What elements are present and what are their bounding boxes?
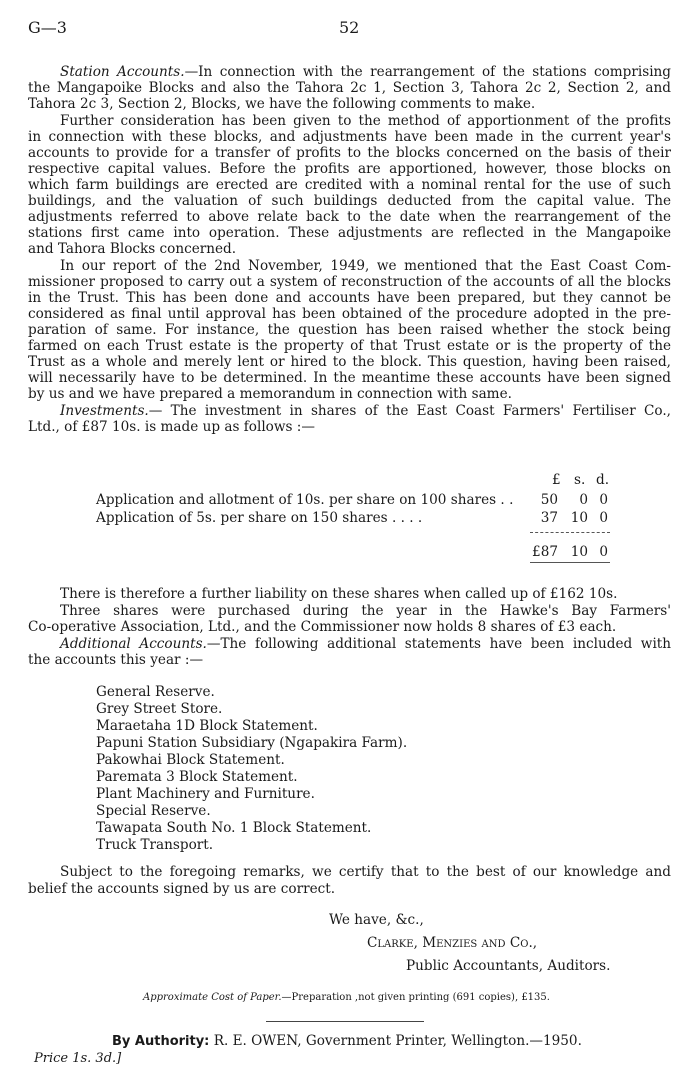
row-2-pounds: 37 xyxy=(540,510,558,526)
further-line-1: Further consideration has been given to the method of apportionment of the profits xyxy=(60,113,671,129)
list-item: Paremata 3 Block Statement. xyxy=(96,769,298,785)
list-item: Maraetaha 1D Block Statement. xyxy=(96,718,318,734)
further-line-2: in connection with these blocks, and adjustments have been made in the current year's xyxy=(28,129,671,145)
report-line-4: considered as final until approval has been obtained of the procedure adopted in the pre- xyxy=(28,306,671,322)
authority-line xyxy=(112,1033,582,1049)
cost-note xyxy=(143,992,550,1003)
three-shares-line-1: Three shares were purchased during the year in the Hawke's Bay Farmers' xyxy=(60,603,671,619)
investments-line-1 xyxy=(60,403,671,419)
list-item: General Reserve. xyxy=(96,684,215,700)
report-line-5: paration of same. For instance, the question has been raised whether the stock being xyxy=(28,322,671,338)
list-item: Special Reserve. xyxy=(96,803,211,819)
further-line-6: buildings, and the valuation of such buildings deducted from the capital value. The xyxy=(28,193,671,209)
station-accounts-heading: Station Accounts. xyxy=(60,64,185,80)
investments-line-2: Ltd., of £87 10s. is made up as follows :— xyxy=(28,419,315,435)
total-pounds: £87 xyxy=(532,544,558,560)
col-header-pounds: £ xyxy=(552,472,561,488)
list-item: Tawapata South No. 1 Block Statement. xyxy=(96,820,372,836)
further-line-7: adjustments referred to above relate back to the date when the rearrangement of the xyxy=(28,209,671,225)
price-note: Price 1s. 3d.] xyxy=(34,1051,122,1066)
subject-line-2: belief the accounts signed by us are correct. xyxy=(28,881,336,897)
page-number: 52 xyxy=(339,18,360,37)
col-header-pence: d. xyxy=(596,472,610,488)
investments-heading: Investments. xyxy=(60,403,149,419)
list-item: Truck Transport. xyxy=(96,837,214,853)
page-code: G—3 xyxy=(28,18,67,37)
report-line-1: In our report of the 2nd November, 1949, we mentioned that the East Coast Com- xyxy=(60,258,671,274)
total-rule-bottom xyxy=(530,562,610,563)
cost-label: Approximate Cost of Paper. xyxy=(143,992,282,1003)
list-item: Plant Machinery and Furniture. xyxy=(96,786,315,802)
report-line-3: in the Trust. This has been done and accounts have been prepared, but they cannot be xyxy=(28,290,671,306)
further-line-9: and Tahora Blocks concerned. xyxy=(28,241,237,257)
station-accounts-line-1 xyxy=(60,64,671,80)
row-2-pence: 0 xyxy=(599,510,608,526)
row-2-shillings: 10 xyxy=(570,510,588,526)
authority-text: R. E. OWEN, Government Printer, Wellington.—1950. xyxy=(213,1033,582,1049)
report-line-6: farmed on each Trust estate is the property of that Trust estate or is the property of the xyxy=(28,338,671,354)
three-shares-line-2: Co-operative Association, Ltd., and the Commissioner now holds 8 shares of £3 each. xyxy=(28,619,617,635)
signature-title: Public Accountants, Auditors. xyxy=(406,958,611,974)
report-line-2: missioner proposed to carry out a system of reconstruction of the accounts of all the blocks xyxy=(28,274,671,290)
subject-line-1: Subject to the foregoing remarks, we certify that to the best of our knowledge and xyxy=(60,864,671,880)
station-accounts-line-2: the Mangapoike Blocks and also the Tahora 2c 1, Section 3, Tahora 2c 2, Section 2, and xyxy=(28,80,671,96)
station-accounts-line-3: Tahora 2c 3, Section 2, Blocks, we have the following comments to make. xyxy=(28,96,536,112)
total-shillings: 10 xyxy=(570,544,588,560)
list-item: Grey Street Store. xyxy=(96,701,223,717)
list-item: Papuni Station Subsidiary (Ngapakira Farm). xyxy=(96,735,408,751)
station-accounts-text: —In connection with the rearrangement of the stations comprising xyxy=(184,64,671,80)
row-2-label: Application of 5s. per share on 150 shares . . . . xyxy=(96,510,423,526)
row-1-pence: 0 xyxy=(599,492,608,508)
total-pence: 0 xyxy=(599,544,608,560)
additional-accounts-text: —The following additional statements have been included with xyxy=(206,636,672,652)
signature-firm: Clarke, Menzies and Co., xyxy=(367,935,538,951)
report-line-9: by us and we have prepared a memorandum in connection with same. xyxy=(28,386,512,402)
report-line-7: Trust as a whole and merely lent or hired to the block. This question, having been raised, xyxy=(28,354,671,370)
footer-divider xyxy=(266,1021,424,1022)
additional-accounts-line-1 xyxy=(60,636,671,652)
total-rule-top xyxy=(530,532,610,533)
additional-accounts-line-2: the accounts this year :— xyxy=(28,652,204,668)
row-1-label: Application and allotment of 10s. per share on 100 shares . . xyxy=(96,492,514,508)
row-1-shillings: 0 xyxy=(579,492,588,508)
col-header-shillings: s. xyxy=(574,472,586,488)
liability-line: There is therefore a further liability on these shares when called up of £162 10s. xyxy=(60,586,618,602)
authority-label: By Authority: xyxy=(112,1034,210,1049)
list-item: Pakowhai Block Statement. xyxy=(96,752,285,768)
row-1-pounds: 50 xyxy=(540,492,558,508)
cost-text: —Preparation ,not given printing (691 copies), £135. xyxy=(281,992,550,1003)
additional-accounts-heading: Additional Accounts. xyxy=(60,636,207,652)
investments-text: — The investment in shares of the East Coast Farmers' Fertiliser Co., xyxy=(148,403,671,419)
further-line-3: accounts to provide for a transfer of profits to the blocks concerned on the basis of their xyxy=(28,145,671,161)
signature-closing: We have, &c., xyxy=(329,912,424,928)
further-line-4: respective capital values. Before the profits are apportioned, however, those blocks on xyxy=(28,161,671,177)
further-line-5: which farm buildings are erected are credited with a nominal rental for the use of such xyxy=(28,177,671,193)
report-line-8: will necessarily have to be determined. In the meantime these accounts have been signed xyxy=(28,370,671,386)
further-line-8: stations first came into operation. These adjustments are reflected in the Mangapoike xyxy=(28,225,671,241)
